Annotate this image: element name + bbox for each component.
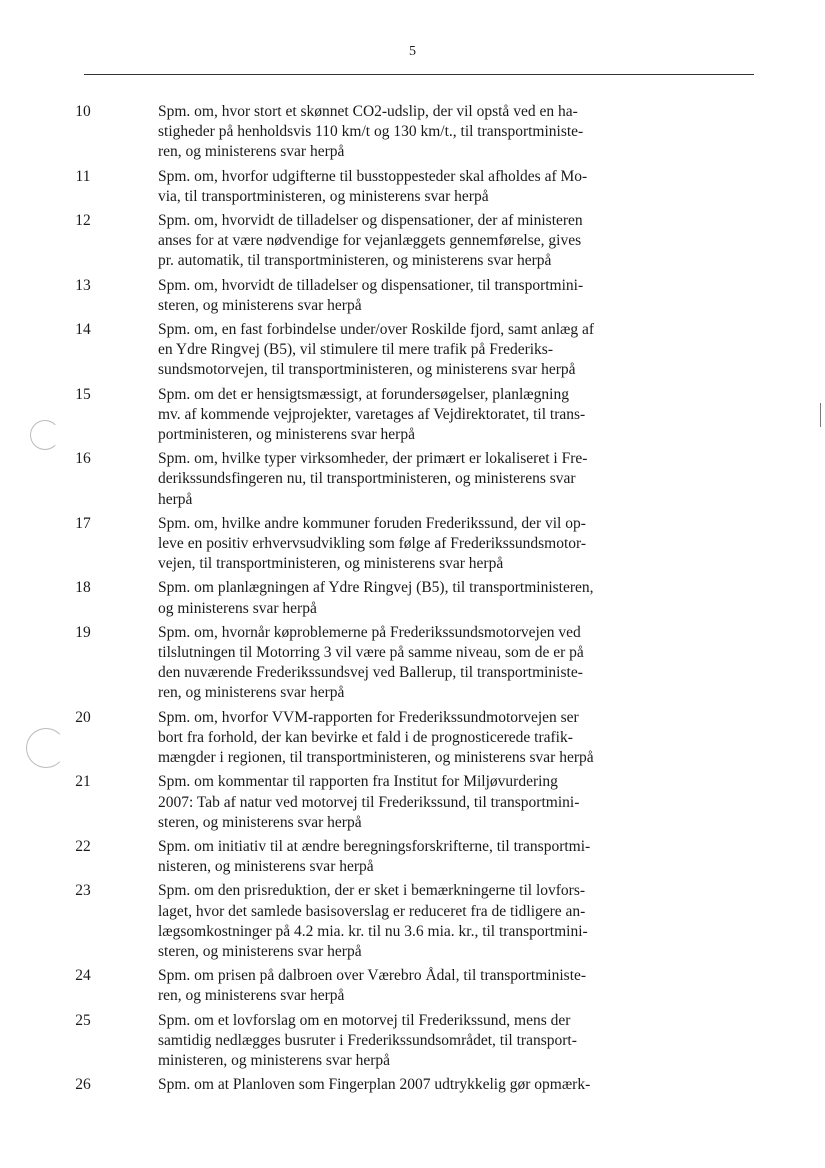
item-text-line: Spm. om et lovforslag om en motorvej til Frederikssund, mens der	[158, 1011, 571, 1029]
item-text-line: vejen, til transportministeren, og ministerens svar herpå	[158, 555, 504, 573]
item-text	[158, 514, 630, 575]
item-text	[158, 1075, 630, 1095]
item-text-line: den nuværende Frederikssundsvej ved Ballerup, til transportministe-	[158, 664, 583, 682]
item-number-label: 23	[75, 882, 91, 900]
item-text-line: en Ydre Ringvej (B5), vil stimulere til mere trafik på Frederiks-	[158, 341, 553, 359]
margin-punch-mark	[26, 728, 66, 768]
item-text-line: Spm. om, hvorfor VVM-rapporten for Frederikssundmotorvejen ser	[158, 708, 579, 726]
item-text-line: anses for at være nødvendige for vejanlæggets gennemførelse, gives	[158, 232, 582, 250]
item-text-line: steren, og ministerens svar herpå	[158, 942, 362, 960]
item-text-line: og ministerens svar herpå	[158, 599, 317, 617]
list-item	[0, 1011, 825, 1072]
item-number-label: 18	[75, 579, 91, 597]
item-text-line: ren, og ministerens svar herpå	[158, 143, 345, 161]
item-text	[158, 102, 630, 163]
item-number-label: 17	[75, 514, 91, 532]
item-text-line: leve en positiv erhvervsudvikling som følge af Frederikssundsmotor-	[158, 535, 587, 553]
item-text-line: herpå	[158, 490, 193, 508]
item-number	[0, 1011, 103, 1031]
item-number	[0, 385, 103, 405]
item-number	[0, 881, 103, 901]
item-number-label: 10	[75, 103, 91, 120]
item-text-line: Spm. om, hvor stort et skønnet CO2-udslip, der vil opstå ved en ha-	[158, 103, 578, 120]
item-text	[158, 966, 630, 1006]
item-text-line: via, til transportministeren, og ministerens svar herpå	[158, 187, 489, 205]
item-text-line: Spm. om initiativ til at ændre beregningsforskrifterne, til transportmi-	[158, 837, 591, 855]
item-text-line: Spm. om, hvornår køproblemerne på Frederikssundsmotorvejen ved	[158, 623, 581, 641]
item-number-label: 13	[75, 276, 91, 294]
list-item	[0, 772, 825, 833]
item-text-line: 2007: Tab af natur ved motorvej til Frederikssund, til transportmini-	[158, 793, 580, 811]
item-text	[158, 578, 630, 618]
item-text-line: steren, og ministerens svar herpå	[158, 296, 362, 314]
item-number-label: 14	[75, 321, 91, 339]
item-number-label: 25	[75, 1011, 91, 1029]
item-text-line: Spm. om prisen på dalbroen over Værebro Ådal, til transportministe-	[158, 967, 587, 985]
item-text-line: Spm. om planlægningen af Ydre Ringvej (B5), til transportministeren,	[158, 579, 594, 597]
page-number: 5	[409, 44, 416, 59]
item-text-line: Spm. om kommentar til rapporten fra Institut for Miljøvurdering	[158, 773, 558, 791]
list-item	[0, 623, 825, 704]
item-number	[0, 772, 103, 792]
item-number	[0, 449, 103, 469]
item-text-line: Spm. om at Planloven som Fingerplan 2007 udtrykkelig gør opmærk-	[158, 1076, 591, 1094]
item-text-line: Spm. om, hvilke typer virksomheder, der primært er lokaliseret i Fre-	[158, 450, 588, 468]
item-text	[158, 623, 630, 704]
item-number	[0, 320, 103, 340]
item-number-label: 16	[75, 450, 91, 468]
item-text-line: lægsomkostninger på 4.2 mia. kr. til nu 3.6 mia. kr., til transportmini-	[158, 922, 588, 940]
header-rule	[84, 74, 754, 75]
list-item	[0, 102, 825, 163]
question-list	[0, 102, 825, 1099]
item-text	[158, 211, 630, 272]
item-text-line: ministeren, og ministerens svar herpå	[158, 1051, 391, 1069]
list-item	[0, 449, 825, 510]
item-text-line: mængder i regionen, til transportministeren, og ministerens svar herpå	[158, 749, 594, 767]
item-text-line: bort fra forhold, der kan bevirke et fald i de prognosticerede trafik-	[158, 728, 573, 746]
item-text-line: stigheder på henholdsvis 110 km/t og 130 km/t., til transportministe-	[158, 123, 584, 141]
item-number-label: 12	[75, 212, 91, 230]
list-item	[0, 514, 825, 575]
item-text	[158, 881, 630, 962]
item-number-label: 11	[75, 167, 91, 185]
item-number	[0, 578, 103, 598]
item-text-line: pr. automatik, til transportministeren, og ministerens svar herpå	[158, 252, 552, 270]
item-text	[158, 320, 630, 381]
list-item	[0, 320, 825, 381]
item-text-line: Spm. om, hvorvidt de tilladelser og dispensationer, til transportmini-	[158, 276, 584, 294]
list-item	[0, 578, 825, 618]
item-number	[0, 514, 103, 534]
item-text-line: derikssundsfingeren nu, til transportministeren, og ministerens svar	[158, 470, 576, 488]
item-number	[0, 102, 103, 122]
item-number	[0, 167, 103, 187]
item-text-line: nisteren, og ministerens svar herpå	[158, 858, 374, 876]
margin-punch-mark	[30, 420, 60, 450]
item-number	[0, 837, 103, 857]
list-item	[0, 1075, 825, 1095]
item-number	[0, 1075, 103, 1095]
item-text-line: tilslutningen til Motorring 3 vil være på samme niveau, som de er på	[158, 644, 584, 662]
list-item	[0, 881, 825, 962]
item-text-line: samtidig nedlægges busruter i Frederikssundsområdet, til transport-	[158, 1031, 577, 1049]
item-number	[0, 623, 103, 643]
item-text	[158, 449, 630, 510]
item-number	[0, 708, 103, 728]
item-number	[0, 276, 103, 296]
item-text-line: ren, og ministerens svar herpå	[158, 684, 345, 702]
list-item	[0, 167, 825, 207]
item-number-label: 20	[75, 708, 91, 726]
item-number-label: 21	[75, 773, 91, 791]
item-text	[158, 167, 630, 207]
item-text	[158, 708, 630, 769]
item-text-line: Spm. om den prisreduktion, der er sket i bemærkningerne til lovfors-	[158, 882, 586, 900]
item-number-label: 24	[75, 967, 91, 985]
item-number	[0, 966, 103, 986]
item-number-label: 26	[75, 1076, 91, 1094]
page-edge-mark	[820, 403, 821, 427]
item-text-line: steren, og ministerens svar herpå	[158, 813, 362, 831]
list-item	[0, 211, 825, 272]
list-item	[0, 966, 825, 1006]
item-text-line: Spm. om, hvorfor udgifterne til busstoppesteder skal afholdes af Mo-	[158, 167, 588, 185]
item-number	[0, 211, 103, 231]
list-item	[0, 837, 825, 877]
item-text-line: portministeren, og ministerens svar herpå	[158, 426, 415, 444]
item-text-line: Spm. om det er hensigtsmæssigt, at forundersøgelser, planlægning	[158, 385, 569, 403]
item-text	[158, 276, 630, 316]
item-text-line: Spm. om, hvilke andre kommuner foruden Frederikssund, der vil op-	[158, 514, 586, 532]
item-text	[158, 1011, 630, 1072]
item-text-line: Spm. om, en fast forbindelse under/over Roskilde fjord, samt anlæg af	[158, 321, 595, 339]
list-item	[0, 708, 825, 769]
item-text	[158, 385, 630, 446]
item-text-line: Spm. om, hvorvidt de tilladelser og dispensationer, der af ministeren	[158, 212, 583, 230]
item-text-line: laget, hvor det samlede basisoverslag er reduceret fra de tidligere an-	[158, 902, 586, 920]
item-text	[158, 837, 630, 877]
item-text	[158, 772, 630, 833]
list-item	[0, 276, 825, 316]
item-number-label: 19	[75, 623, 91, 641]
item-text-line: sundsmotorvejen, til transportministeren, og ministerens svar herpå	[158, 361, 576, 379]
item-number-label: 22	[75, 837, 91, 855]
item-text-line: ren, og ministerens svar herpå	[158, 987, 345, 1005]
list-item	[0, 385, 825, 446]
item-number-label: 15	[75, 385, 91, 403]
item-text-line: mv. af kommende vejprojekter, varetages af Vejdirektoratet, til trans-	[158, 405, 586, 423]
